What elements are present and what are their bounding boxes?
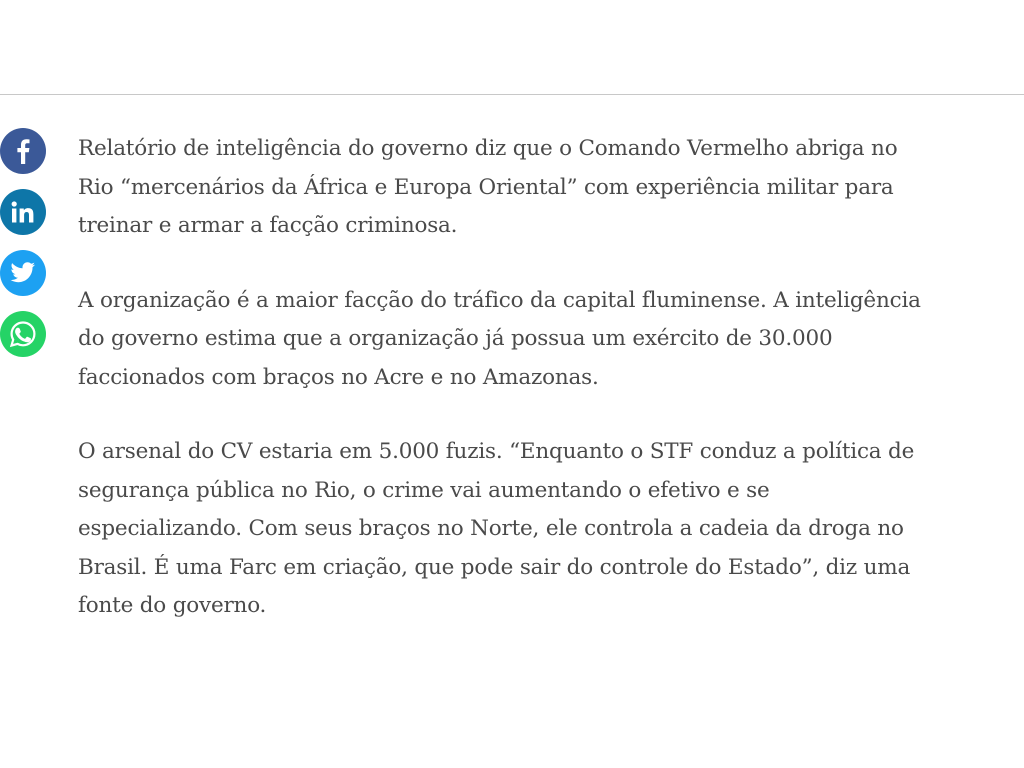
share-twitter-button[interactable] (0, 250, 46, 296)
twitter-icon (10, 262, 36, 284)
article-paragraph: Relatório de inteligência do governo diz que o Comando Vermelho abriga no Rio “mercenários da África e Europa Oriental” com experiência militar para treinar e armar a facção criminosa. (78, 136, 898, 238)
share-whatsapp-button[interactable] (0, 311, 46, 357)
article-body (78, 130, 978, 662)
header-divider (0, 94, 1024, 95)
facebook-icon (12, 138, 34, 164)
share-facebook-button[interactable] (0, 128, 46, 174)
share-linkedin-button[interactable] (0, 189, 46, 235)
article-paragraph: A organização é a maior facção do tráfico da capital fluminense. A inteligência do governo estima que a organização já possua um exército de 30.000 faccionados com braços no Acre e no Amazonas. (78, 287, 921, 390)
linkedin-icon (11, 201, 35, 223)
article-paragraph: O arsenal do CV estaria em 5.000 fuzis. “Enquanto o STF conduz a política de segurança pública no Rio, o crime vai aumentando o efetivo e se especializando. Com seus braços no Norte, ele controla a cadeia da droga no Brasil. É uma Farc em criação, que pode sair do controle do Estado”, diz uma fonte do governo. (78, 439, 915, 618)
whatsapp-icon (9, 320, 37, 348)
